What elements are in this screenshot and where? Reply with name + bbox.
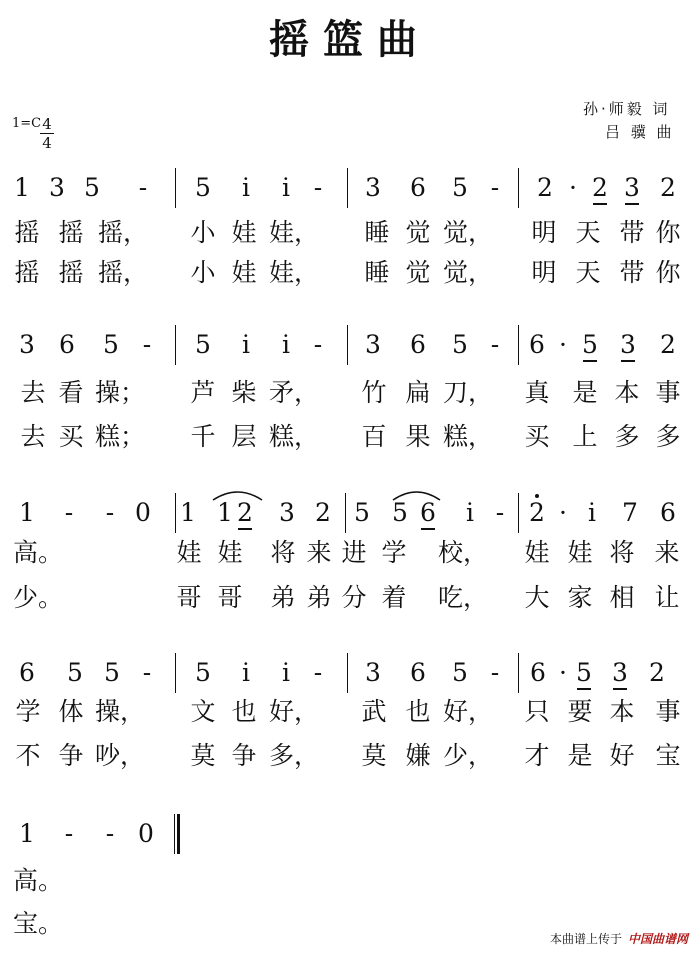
note: 2: [649, 658, 665, 687]
note: 1: [19, 498, 35, 527]
lyric-char: 层: [231, 422, 257, 451]
lyric-char: 学: [381, 538, 407, 567]
lyric-char: 少。: [13, 583, 64, 612]
lyricist-credit: 孙·师毅 词: [583, 100, 671, 118]
lyric-char: 摇: [14, 218, 40, 247]
lyric-char: 娃: [567, 538, 593, 567]
note: 2: [660, 173, 676, 202]
note: 0: [138, 819, 154, 848]
note: 3: [605, 658, 635, 688]
dash-mark: -: [313, 173, 323, 202]
dash-mark: -: [490, 173, 500, 202]
lyric-char: 不: [15, 741, 41, 770]
lyric-char: 嫌: [405, 741, 431, 770]
lyric-char: 高。: [13, 538, 64, 567]
lyric-char: 多，: [269, 741, 320, 770]
lyric-char: 你: [655, 218, 681, 247]
lyric-char: 让: [654, 583, 680, 612]
dash-mark: -: [64, 819, 74, 848]
lyric-char: 柴: [231, 378, 257, 407]
dash-mark: -: [313, 658, 323, 687]
lyric-char: 摇，: [98, 218, 149, 247]
lyric-char: 好，: [443, 697, 494, 726]
note: 6: [529, 330, 545, 359]
lyric-char: 也: [231, 697, 257, 726]
dash-mark: -: [142, 658, 152, 687]
lyric-char: 也: [405, 697, 431, 726]
lyric-char: 才: [524, 741, 550, 770]
note: i: [242, 330, 250, 359]
lyric-char: 只: [524, 697, 550, 726]
note: 2: [585, 173, 615, 203]
lyric-char: 明: [531, 218, 557, 247]
lyric-char: 买: [58, 422, 84, 451]
note: 2: [315, 498, 331, 527]
lyric-char: 百: [361, 422, 387, 451]
lyric-char: 相: [609, 583, 635, 612]
note: 6: [413, 498, 443, 528]
lyric-char: 真: [524, 378, 550, 407]
note: 2: [660, 330, 676, 359]
lyric-char: 弟: [270, 583, 296, 612]
lyric-char: 觉，: [443, 218, 494, 247]
lyric-char: 好，: [269, 697, 320, 726]
note: 0: [135, 498, 151, 527]
note: i: [242, 173, 250, 202]
lyric-char: 大: [524, 583, 550, 612]
note: 5: [195, 658, 211, 687]
dash-mark: -: [64, 498, 74, 527]
lyric-char: 操，: [95, 697, 146, 726]
lyric-char: 天: [575, 258, 601, 287]
site-logo: 中国曲谱网: [627, 932, 688, 946]
note: 6: [410, 330, 426, 359]
note: 1: [14, 173, 30, 202]
dot-mark: ·: [569, 173, 577, 202]
note: 5: [575, 330, 605, 360]
lyric-char: 分: [341, 583, 367, 612]
lyric-char: 带: [619, 218, 645, 247]
lyric-char: 糕，: [269, 422, 320, 451]
dot-mark: ·: [559, 658, 567, 687]
lyric-char: 多: [614, 422, 640, 451]
lyric-char: 去: [20, 378, 46, 407]
note: 5: [452, 173, 468, 202]
lyric-char: 要: [567, 697, 593, 726]
note: 5: [569, 658, 599, 688]
note: 3: [365, 658, 381, 687]
note: 2: [230, 498, 260, 528]
note: i: [282, 658, 290, 687]
lyric-char: 果: [405, 422, 431, 451]
dash-mark: -: [105, 819, 115, 848]
lyric-char: 来: [654, 538, 680, 567]
note: 3: [365, 173, 381, 202]
dot-mark: ·: [559, 330, 567, 359]
lyric-char: 摇: [58, 218, 84, 247]
lyric-char: 千: [190, 422, 216, 451]
note: 6: [19, 658, 35, 687]
lyric-char: 明: [531, 258, 557, 287]
note: 5: [195, 330, 211, 359]
footer-text: 本曲谱上传于: [549, 932, 622, 946]
lyric-char: 觉: [405, 258, 431, 287]
lyric-char: 争: [58, 741, 84, 770]
lyric-char: 少，: [443, 741, 494, 770]
dash-mark: -: [313, 330, 323, 359]
note: 5: [452, 330, 468, 359]
lyric-char: 操；: [95, 378, 146, 407]
lyric-char: 来: [306, 538, 332, 567]
lyric-char: 哥: [217, 583, 243, 612]
note: 1: [19, 819, 35, 848]
lyric-char: 学: [15, 697, 41, 726]
dash-mark: -: [495, 498, 505, 527]
lyric-char: 娃: [231, 258, 257, 287]
note: 5: [67, 658, 83, 687]
time-signature-bottom: 4: [42, 134, 52, 152]
lyric-char: 天: [575, 218, 601, 247]
lyric-char: 小: [190, 218, 216, 247]
note: 2: [537, 173, 553, 202]
lyric-char: 争: [231, 741, 257, 770]
note: i: [242, 658, 250, 687]
lyric-char: 莫: [190, 741, 216, 770]
lyric-char: 着: [381, 583, 407, 612]
lyric-char: 武: [361, 697, 387, 726]
lyric-char: 事: [655, 697, 681, 726]
lyric-char: 宝: [655, 741, 681, 770]
dash-mark: -: [142, 330, 152, 359]
note: i: [466, 498, 474, 527]
note: 6: [410, 173, 426, 202]
note: i: [282, 173, 290, 202]
note: i: [588, 498, 596, 527]
key-signature: 1=C: [12, 116, 42, 131]
note: 5: [195, 173, 211, 202]
lyric-char: 娃: [524, 538, 550, 567]
note: 5: [84, 173, 100, 202]
lyric-char: 芦: [190, 378, 216, 407]
note: 6: [59, 330, 75, 359]
lyric-char: 觉，: [443, 258, 494, 287]
lyric-char: 将: [609, 538, 635, 567]
lyric-char: 吃，: [438, 583, 489, 612]
lyric-char: 体: [58, 697, 84, 726]
lyric-char: 刀，: [443, 378, 494, 407]
lyric-char: 将: [270, 538, 296, 567]
note: 3: [613, 330, 643, 360]
note: 3: [365, 330, 381, 359]
note: 2: [522, 498, 552, 528]
note: 1: [180, 498, 196, 527]
dash-mark: -: [490, 330, 500, 359]
lyric-char: 买: [524, 422, 550, 451]
lyric-char: 带: [619, 258, 645, 287]
lyric-char: 高。: [13, 866, 64, 895]
lyric-char: 摇: [58, 258, 84, 287]
note: 5: [452, 658, 468, 687]
lyric-char: 娃，: [269, 258, 320, 287]
note: 5: [354, 498, 370, 527]
lyric-char: 糕，: [443, 422, 494, 451]
note: 5: [103, 330, 119, 359]
lyric-char: 糕；: [95, 422, 146, 451]
lyric-char: 摇: [14, 258, 40, 287]
note: 3: [49, 173, 65, 202]
note: 6: [410, 658, 426, 687]
dot-mark: ·: [559, 498, 567, 527]
footer: [550, 930, 688, 947]
dash-mark: -: [138, 173, 148, 202]
dash-mark: -: [105, 498, 115, 527]
lyric-char: 上: [572, 422, 598, 451]
lyric-char: 竹: [361, 378, 387, 407]
note: 6: [660, 498, 676, 527]
lyric-char: 是: [567, 741, 593, 770]
lyric-char: 宝。: [13, 909, 64, 938]
lyric-char: 哥: [176, 583, 202, 612]
song-title: 摇篮曲: [269, 16, 431, 63]
lyric-char: 好: [609, 741, 635, 770]
lyric-char: 扁: [405, 378, 431, 407]
lyric-char: 娃: [231, 218, 257, 247]
lyric-char: 娃: [217, 538, 243, 567]
note: 5: [104, 658, 120, 687]
lyric-char: 娃: [176, 538, 202, 567]
lyric-char: 本: [614, 378, 640, 407]
lyric-char: 去: [20, 422, 46, 451]
lyric-char: 觉: [405, 218, 431, 247]
lyric-char: 进: [341, 538, 367, 567]
composer-credit: 吕 骥 曲: [605, 123, 675, 141]
lyric-char: 莫: [361, 741, 387, 770]
lyric-char: 你: [655, 258, 681, 287]
lyric-char: 校，: [438, 538, 489, 567]
note: 5: [392, 498, 408, 527]
note: 6: [530, 658, 546, 687]
lyric-char: 娃，: [269, 218, 320, 247]
lyric-char: 多: [655, 422, 681, 451]
lyric-char: 小: [190, 258, 216, 287]
note: i: [282, 330, 290, 359]
time-signature-top: 4: [42, 115, 52, 133]
lyric-char: 吵，: [95, 741, 146, 770]
lyric-char: 矛，: [269, 378, 320, 407]
lyric-char: 睡: [364, 218, 390, 247]
lyric-char: 摇，: [98, 258, 149, 287]
lyric-char: 本: [609, 697, 635, 726]
note: 3: [279, 498, 295, 527]
lyric-char: 家: [567, 583, 593, 612]
dash-mark: -: [490, 658, 500, 687]
lyric-char: 事: [655, 378, 681, 407]
lyric-char: 文: [190, 697, 216, 726]
note: 1: [217, 498, 233, 527]
note: 7: [622, 498, 638, 527]
note: 3: [19, 330, 35, 359]
lyric-char: 睡: [364, 258, 390, 287]
lyric-char: 是: [572, 378, 598, 407]
lyric-char: 弟: [306, 583, 332, 612]
note: 3: [617, 173, 647, 203]
lyric-char: 看: [58, 378, 84, 407]
